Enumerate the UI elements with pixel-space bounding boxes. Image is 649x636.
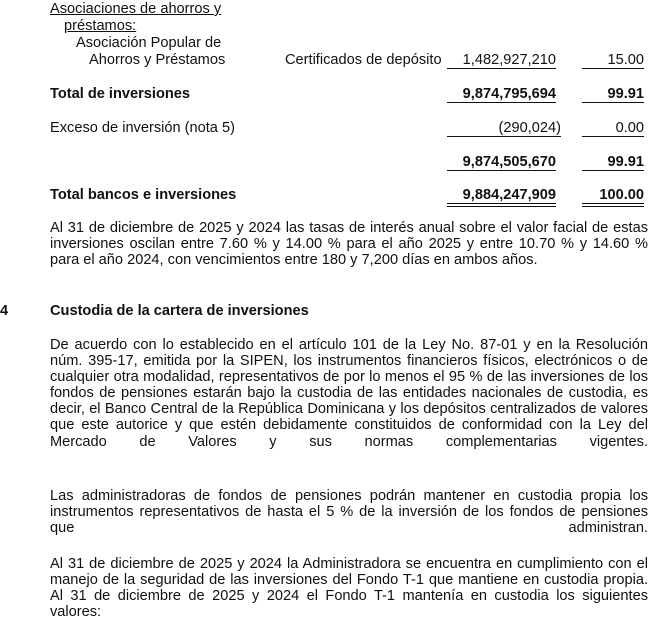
group-label-line1: Asociaciones de ahorros y xyxy=(50,1,222,17)
total-banks-amount: 9,884,247,909 xyxy=(462,187,556,203)
entity-amount: 1,482,927,210 xyxy=(462,52,556,68)
total-investments-percent-rule xyxy=(582,102,644,103)
total-banks-percent-double-rule xyxy=(582,203,644,207)
entity-name-line2: Ahorros y Préstamos xyxy=(89,52,226,68)
custody-paragraph-1: De acuerdo con lo establecido en el artículo 101 de la Ley No. 87-01 y en la Resolución núm. 395-17, emitida por la SIPEN, los instrumentos financieros físicos, electrónicos o de cualquier otra modalidad, representativos de por lo menos el 95 % de las inversiones de los fondos de pensiones estarán bajo la custodia de las entidades nacionales de custodia, es decir, el Banco Central de la República Dominicana y los depósitos centralizados de valores que este autorice y que estén debidamente constituidos de conformidad con la Ley del Mercado de Valores y sus normas complementarias vigentes. xyxy=(50,337,648,450)
excess-amount-rule xyxy=(447,136,561,137)
net-amount-rule xyxy=(447,170,556,171)
custody-paragraph-2: Las administradoras de fondos de pensiones podrán mantener en custodia propia los instrumentos representativos de hasta el 5 % de la inversión de los fondos de pensiones que administran. xyxy=(50,488,648,537)
total-investments-amount-rule xyxy=(447,102,556,103)
section-number: 4 xyxy=(0,303,9,319)
excess-amount: (290,024) xyxy=(498,120,561,136)
entity-amount-rule xyxy=(447,68,556,69)
excess-label: Exceso de inversión (nota 5) xyxy=(50,120,235,136)
entity-instrument: Certificados de depósito xyxy=(285,52,442,68)
net-percent: 99.91 xyxy=(607,154,644,170)
total-investments-amount: 9,874,795,694 xyxy=(462,86,556,102)
net-amount: 9,874,505,670 xyxy=(462,154,556,170)
custody-paragraph-3: Al 31 de diciembre de 2025 y 2024 la Administradora se encuentra en cumplimiento con el manejo de la seguridad de las inversiones del Fondo T-1 que mantiene en custodia propia. Al 31 de diciembre de 2025 y 2024 el Fondo T-1 mantenía en custodia los siguientes valores: xyxy=(50,556,648,621)
net-percent-rule xyxy=(582,170,644,171)
section-title: Custodia de la cartera de inversiones xyxy=(50,303,309,319)
entity-percent: 15.00 xyxy=(607,52,644,68)
entity-name-line1: Asociación Popular de xyxy=(76,35,222,51)
group-label-line2: préstamos: xyxy=(64,18,137,34)
entity-percent-rule xyxy=(582,68,644,69)
excess-percent: 0.00 xyxy=(615,120,644,136)
total-investments-percent: 99.91 xyxy=(607,86,644,102)
total-banks-amount-double-rule xyxy=(447,203,556,207)
rates-paragraph: Al 31 de diciembre de 2025 y 2024 las tasas de interés anual sobre el valor facial de estas inversiones oscilan entre 7.60 % y 14.00 % para el año 2025 y entre 10.70 % y 14.60 % para el año 2024, con vencimientos entre 180 y 7,200 días en ambos años. xyxy=(50,220,648,269)
excess-percent-rule xyxy=(582,136,644,137)
total-investments-label: Total de inversiones xyxy=(50,86,191,102)
total-banks-label: Total bancos e inversiones xyxy=(50,187,237,203)
total-banks-percent: 100.00 xyxy=(599,187,644,203)
